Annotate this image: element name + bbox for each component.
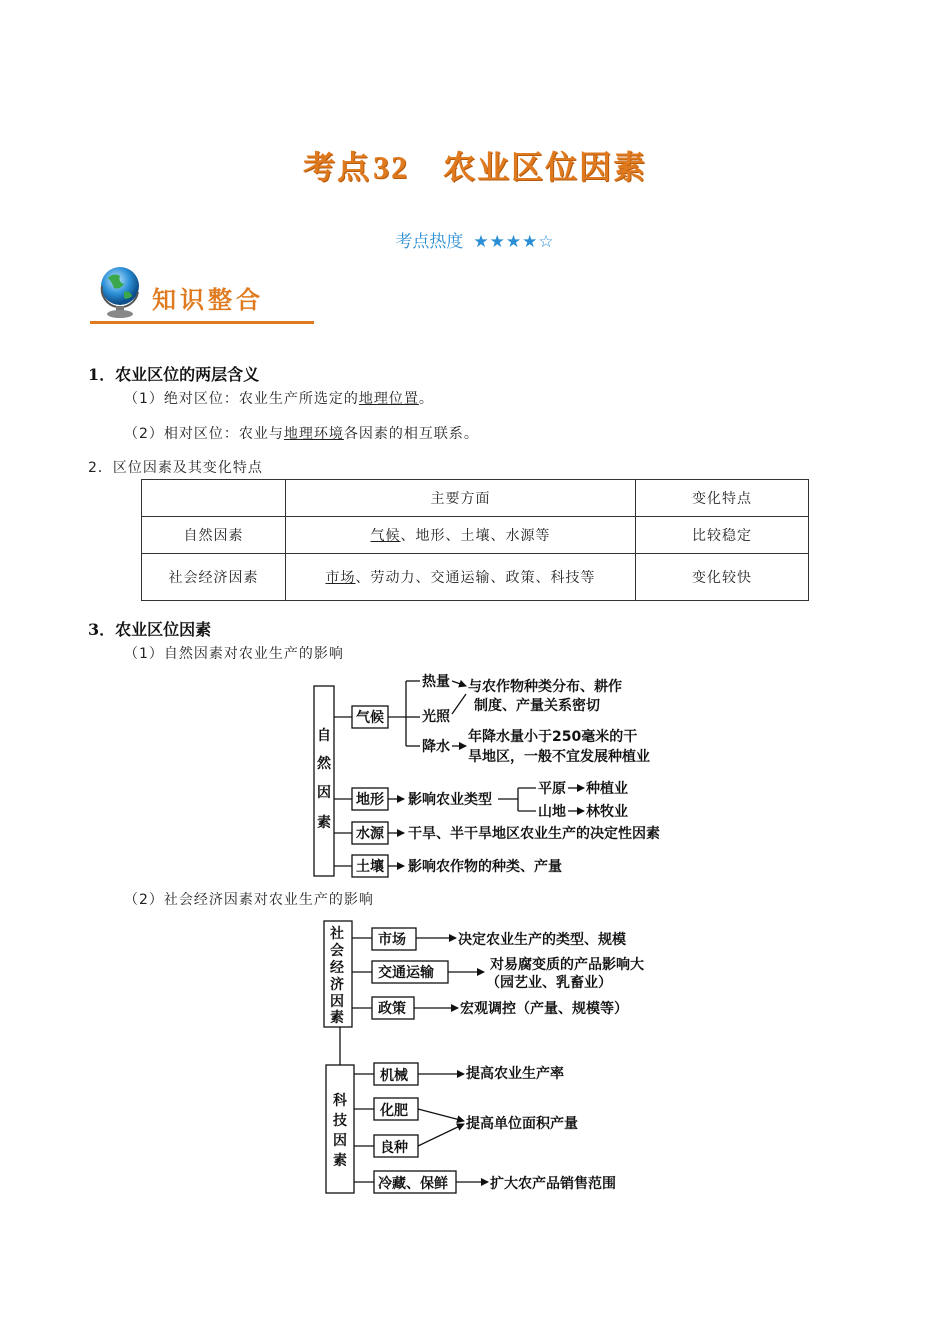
natural-root-box — [314, 686, 334, 876]
climate-effect-2: 制度、产量关系密切 — [474, 698, 600, 714]
market-label: 市场 — [378, 932, 406, 948]
climate-label: 气候 — [356, 710, 384, 726]
socio-root-char: 经 — [330, 960, 344, 976]
section-1-heading: 1．农业区位的两层含义 — [88, 365, 260, 384]
table-cell: 社会经济因素 — [142, 554, 286, 601]
socio-root-char: 社 — [330, 926, 344, 942]
section-3-sub-1: （1）自然因素对农业生产的影响 — [124, 646, 344, 662]
tech-root-box — [326, 1065, 354, 1193]
yield-effect: 提高单位面积产量 — [466, 1116, 578, 1132]
soil-label: 土壤 — [356, 859, 384, 875]
rain-label: 降水 — [422, 739, 450, 755]
l1-text: （1）绝对区位：农业生产所选定的 — [124, 391, 359, 407]
l2-text: （2）相对区位：农业与 — [124, 426, 284, 442]
aspect-rest: 、地形、土壤、水源等 — [400, 528, 551, 544]
storage-effect: 扩大农产品销售范围 — [490, 1176, 616, 1192]
mountain-label: 山地 — [538, 804, 566, 820]
terrain-effect: 影响农业类型 — [408, 792, 492, 808]
transport-effect-2: （园艺业、乳畜业） — [486, 975, 612, 991]
water-label: 水源 — [356, 826, 384, 842]
heat-stars: ★★★★☆ — [473, 232, 555, 252]
tech-root-char: 素 — [333, 1153, 347, 1169]
section-2-heading: 2．区位因素及其变化特点 — [88, 460, 263, 476]
plain-label: 平原 — [538, 781, 566, 797]
natural-root-char: 然 — [317, 756, 331, 772]
natural-root-char: 因 — [317, 785, 331, 801]
terrain-label: 地形 — [356, 792, 384, 808]
seed-label: 良种 — [380, 1140, 408, 1156]
table-cell: 变化较快 — [636, 554, 809, 601]
rain-effect-1: 年降水量小于250毫米的干 — [468, 729, 638, 745]
badge-label: 知识整合 — [152, 286, 264, 314]
title-prefix: 考点 — [302, 148, 371, 186]
light-label: 光照 — [422, 709, 450, 725]
table-header-cell: 主要方面 — [286, 480, 636, 517]
mountain-use: 林牧业 — [586, 804, 628, 820]
l1-underlined: 地理位置 — [358, 391, 419, 407]
aspect-underlined: 市场 — [325, 570, 356, 586]
water-effect: 干旱、半干旱地区农业生产的决定性因素 — [408, 826, 660, 842]
table-header-cell: 变化特点 — [636, 480, 809, 517]
socio-root-char: 素 — [330, 1010, 344, 1026]
storage-label: 冷藏、保鲜 — [378, 1176, 448, 1192]
transport-label: 交通运输 — [378, 965, 434, 981]
aspect-underlined: 气候 — [370, 528, 401, 544]
market-effect: 决定农业生产的类型、规模 — [458, 932, 626, 948]
section-3-sub-2: （2）社会经济因素对农业生产的影响 — [124, 892, 374, 908]
heat-label: 考点热度 — [395, 232, 464, 252]
natural-root-char: 素 — [317, 815, 331, 831]
socio-root-char: 会 — [330, 943, 344, 959]
fertilizer-label: 化肥 — [380, 1103, 408, 1119]
l1-end: 。 — [418, 391, 434, 407]
rain-effect-2: 旱地区，一般不宜发展种植业 — [468, 749, 650, 765]
transport-effect-1: 对易腐变质的产品影响大 — [490, 957, 644, 973]
tech-root-char: 因 — [333, 1133, 347, 1149]
machinery-effect: 提高农业生产率 — [466, 1066, 564, 1082]
table-cell: 自然因素 — [142, 517, 286, 554]
section-3-heading: 3．农业区位因素 — [88, 620, 212, 639]
plain-use: 种植业 — [586, 781, 628, 797]
aspect-rest: 、劳动力、交通运输、政策、科技等 — [355, 570, 596, 586]
heat-label: 热量 — [422, 674, 450, 690]
climate-effect-1: 与农作物种类分布、耕作 — [468, 679, 622, 695]
socio-root-char: 因 — [330, 994, 344, 1010]
machinery-label: 机械 — [380, 1068, 408, 1084]
title-number: 32 — [373, 149, 409, 185]
tech-root-char: 技 — [333, 1113, 347, 1129]
natural-root-char: 自 — [317, 728, 331, 744]
tech-root-char: 科 — [333, 1093, 347, 1109]
title-main: 农业区位因素 — [443, 148, 648, 186]
l2-underlined: 地理环境 — [283, 426, 344, 442]
soil-effect: 影响农作物的种类、产量 — [408, 859, 562, 875]
table-cell: 比较稳定 — [636, 517, 809, 554]
policy-effect: 宏观调控（产量、规模等） — [460, 1001, 628, 1017]
l2-end: 各因素的相互联系。 — [343, 426, 479, 442]
socio-root-char: 济 — [330, 977, 344, 993]
policy-label: 政策 — [378, 1001, 406, 1017]
